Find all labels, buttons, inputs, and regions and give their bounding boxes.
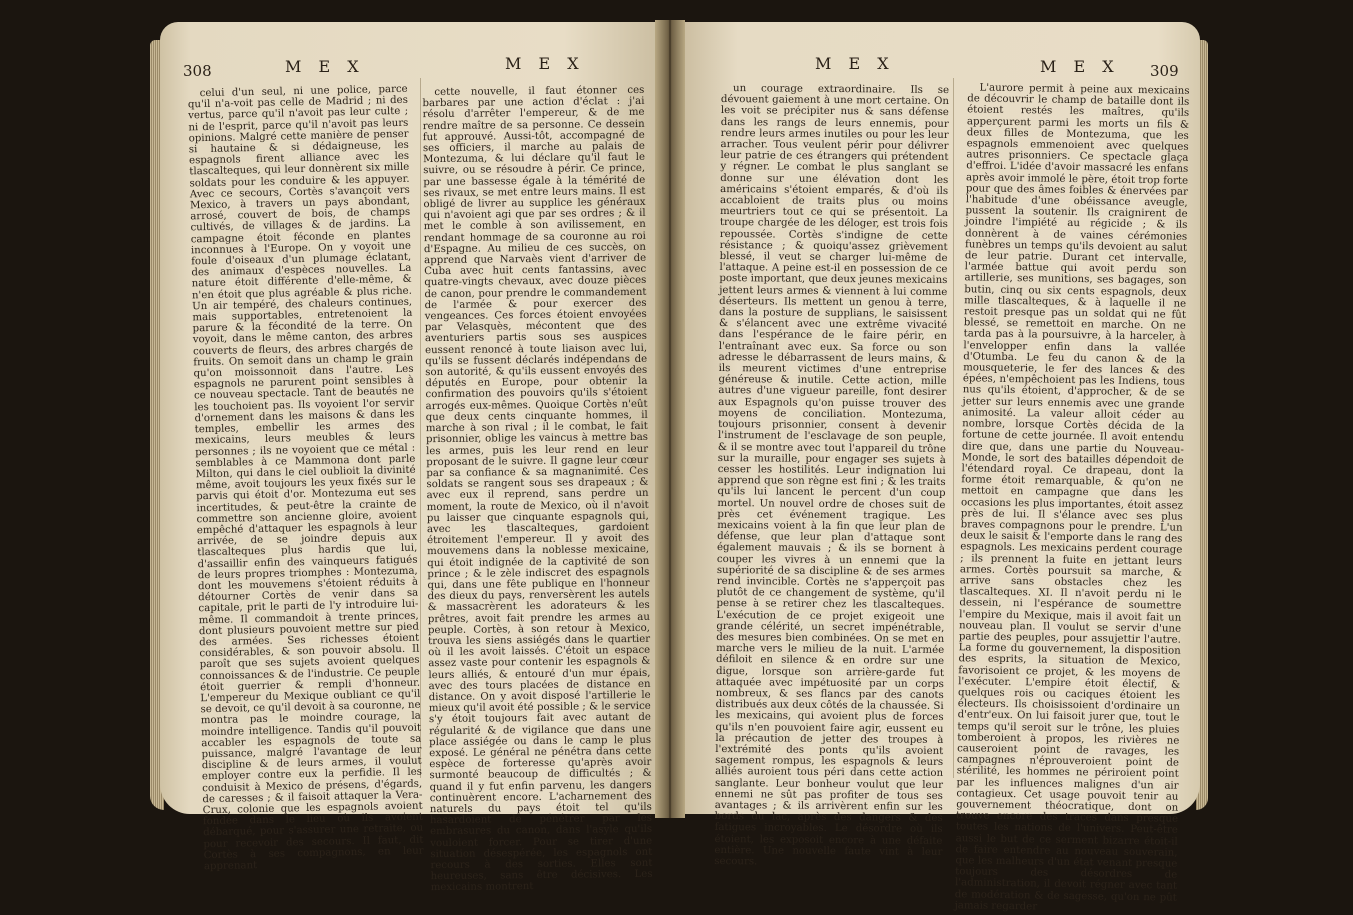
right-col2-text: L'aurore permit à peine aux mexicains de découvrir le champ de bataille dont ils étoient restés les maîtres, qu'ils apperçurent parmi les morts un fils & deux filles de Montezuma, que les espagnols emmenoient avec quelques autres prisonniers. Ce spectacle glaça d'effroi. L'idée d'avoir massacré les enfans après avoir immolé le père, étoit trop forte pour que des âmes foibles & énervées par l'habitude d'une obéissance aveugle, pussent la soutenir. Ils craignirent de joindre l'impiété au régicide ; & ils donnèrent à de vaines cérémonies funèbres un temps qu'ils devoient au salut de leur patrie. Durant cet intervalle, l'armée battue qui avoit perdu son artillerie, ses munitions, ses bagages, son butin, cinq ou six cents espagnols, deux mille tlascalteques, & à laquelle il ne restoit presque pas un soldat qui ne fût blessé, se remettoit en marche. On ne tarda pas à la poursuivre, à la harceler, à l'envelopper enfin dans la vallée d'Otumba. Le feu du canon & de la mousqueterie, le fer des lances & des épées, n'empêchoient pas les Indiens, tous nus qu'ils étoient, d'approcher, & de se jetter sur leurs ennemis avec une grande animosité. La valeur alloit céder au nombre, lorsque Cortès décida de la fortune de cette journée. Il avoit entendu dire que, dans une partie du Nouveau-Monde, le sort des batailles dépendoit de l'étendard royal. Ce drapeau, dont la forme étoit remarquable, & qu'on ne mettoit en campagne que dans les occasions les plus importantes, étoit assez près de lui. Il s'élance avec ses plus braves compagnons pour le prendre. L'un deux le saisit & l'emporte dans le rang des espagnols. Les mexicains perdent courage ; ils prennent la fuite en jettant leurs armes. Cortès poursuit sa marche, & arrive sans obstacles chez les tlascalteques. XI. Il n'avoit perdu ni le dessein, ni l'espérance de soumettre l'empire du Mexique, mais il avoit fait un nouveau plan. Il voulut se servir d'une partie des peuples, pour assujettir l'autre. La forme du gouvernement, la disposition des esprits, la situation de Mexico, favorisoient ce projet, & les moyens de l'exécuter. L'empire étoit électif, & quelques rois ou caciques étoient les électeurs. Ils choisissoient d'ordinaire un d'entr'eux. On lui faisoit jurer que, tout le temps qu'il seroit sur le trône, les pluies tomberoient à propos, les rivières ne causeroient point de ravages, les campagnes n'éprouveroient point de stérilité, les hommes ne périroient point par les influences malignes d'un air contagieux. Cet usage pouvoit tenir au gouvernement théocratique, dont on trouve encore des traces dans presque toutes les nations de l'univers. Peut-être aussi le but de ce serment bizarre étoit-il de faire entendre au nouveau souverain, que les malheurs d'un état venant presque toujours des désordres de l'administration, il devoit régner avec tant de modération & de sagesse, qu'on ne pût jamais regarder	[954, 82, 1190, 913]
left-page-column-2	[422, 84, 653, 894]
right-header-left: M E X	[815, 54, 895, 73]
right-col1-text: un courage extraordinaire. Ils se dévouent gaiement à une mort certaine. On les voit se précipiter nus & sans défense dans les rangs de leurs ennemis, pour rendre leurs armes inutiles ou pour les leur arracher. Tous veulent périr pour délivrer leur patrie de ces étrangers qui prétendent y régner. Le combat le plus sanglant se donne sur une élévation dont les américains s'étoient emparés, & d'où ils accabloient de traits plus ou moins meurtriers tout ce qui se présentoit. La troupe chargée de les déloger, est trois fois repoussée. Cortès s'indigne de cette résistance ; & quoiqu'assez grièvement blessé, il veut se charger lui-même de l'attaque. A peine est-il en possession de ce poste important, que deux jeunes mexicains jettent leurs armes & viennent à lui comme déserteurs. Ils mettent un genou à terre, dans la posture de supplians, le saisissent & s'élancent avec une extrême vivacité dans l'espérance de le faire périr, en l'entraînant avec eux. Sa force ou son adresse le débarrassent de leurs mains, & ils meurent victimes d'une entreprise généreuse & inutile. Cette action, mille autres d'une vigueur pareille, font desirer aux Espagnols qu'on puisse trouver des moyens de conciliation. Montezuma, toujours prisonnier, consent à devenir l'instrument de l'esclavage de son peuple, & il se montre avec tout l'appareil du trône sur la muraille, pour engager ses sujets à cesser les hostilités. Leur indignation lui apprend que son règne est fini ; & les traits qu'ils lui lancent le percent d'un coup mortel. Un nouvel ordre de choses suit de près cet événement tragique. Les mexicains voient à la fin que leur plan de défense, que leur plan d'attaque sont également mauvais ; & ils se bornent à couper les vivres à un ennemi que la supériorité de sa discipline & de ses armes rend invincible. Cortès ne s'apperçoit pas plutôt de ce changement de système, qu'il pense à se retirer chez les tlascalteques. L'exécution de ce projet exigeoit une grande célérité, un secret impénétrable, des mesures bien combinées. On se met en marche vers le milieu de la nuit. L'armée défiloit en silence & en ordre sur une digue, lorsque son arrière-garde fut attaquée avec impétuosité par un corps nombreux, & ses flancs par des canots distribués aux deux côtés de la chaussée. Si les mexicains, qui avoient plus de forces qu'ils n'en pouvoient faire agir, eussent eu la précaution de jetter des troupes à l'extrémité des ponts qu'ils avoient sagement rompus, les espagnols & leurs alliés auroient tous péri dans cette action sanglante. Leur bonheur voulut que leur ennemi ne sût pas profiter de tous ses avantages ; & ils arrivèrent enfin sur les bords du lac, après des dangers & des fatigues incroyables. Le désordre où ils étoient, les exposoit encore à une défaite entière. Une nouvelle faute vint à leur secours.	[714, 83, 950, 868]
left-page-number: 308	[183, 62, 212, 80]
left-page-column-1	[187, 83, 424, 873]
right-page-number: 309	[1150, 62, 1179, 80]
left-col2-text: cette nouvelle, il faut étonner ces barbares par une action d'éclat : j'ai résolu d'arrêter l'empereur, & de me rendre maître de sa personne. Ce dessein fut approuvé. Aussi-tôt, accompagné de ses officiers, il marche au palais de Montezuma, & lui déclare qu'il faut le suivre, ou se résoudre à périr. Ce prince, par une bassesse égale à la témérité de ses rivaux, se met entre leurs mains. Il est obligé de livrer au supplice les généraux qui n'avoient agi que par ses ordres ; & il met le comble à son avilissement, en rendant hommage de sa couronne au roi d'Espagne. Au milieu de ces succès, on apprend que Narvaès vient d'arriver de Cuba avec huit cents fantassins, avec quatre-vingts chevaux, avec douze pièces de canon, pour prendre le commandement de l'armée & pour exercer des vengeances. Ces forces étoient envoyées par Velasquès, mécontent que des aventuriers partis sous ses auspices eussent renoncé à toute liaison avec lui, qu'ils se fussent déclarés indépendans de son autorité, & qu'ils eussent envoyés des députés en Europe, pour obtenir la confirmation des pouvoirs qu'ils s'étoient arrogés eux-mêmes. Quoique Cortès n'eût que deux cents cinquante hommes, il marche à son rival ; il le combat, le fait prisonnier, oblige les vaincus à mettre bas les armes, puis les leur rend en leur proposant de le suivre. Il gagne leur cœur par sa confiance & sa magnanimité. Ces soldats se rangent sous ses drapeaux ; & avec eux il reprend, sans perdre un moment, la route de Mexico, où il n'avoit pu laisser que cinquante espagnols qui, avec les tlascalteques, gardoient étroitement l'empereur. Il y avoit des mouvemens dans la noblesse mexicaine, qui étoit indignée de la captivité de son prince ; & le zèle indiscret des espagnols qui, dans une fête publique en l'honneur des dieux du pays, renversèrent les autels & massacrèrent les adorateurs & les prêtres, avoit fait prendre les armes au peuple. Cortès, à son retour à Mexico, trouva les siens assiégés dans le quartier où il les avoit laissés. C'étoit un espace assez vaste pour contenir les espagnols & leurs alliés, & entouré d'un mur épais, avec des tours placées de distance en distance. On y avoit disposé l'artillerie le mieux qu'il avoit été possible ; & le service s'y étoit toujours fait avec autant de régularité & de vigilance que dans une place assiégée ou dans le camp le plus exposé. Le général ne pénétra dans cette espèce de forteresse qu'après avoir surmonté beaucoup de difficultés ; & quand il y fut enfin parvenu, les dangers continuèrent encore. L'acharnement des naturels du pays étoit tel qu'ils hasardoient de pénétrer par les embrasures du canon, dans l'asyle qu'ils vouloient forcer. Pour se tirer d'une situation désespérée, les espagnols ont recours à des sorties. Elles sont heureuses, sans être décisives. Les mexicains montrent	[422, 84, 653, 894]
left-header-left: M E X	[285, 57, 365, 76]
left-col1-text: celui d'un seul, ni une police, parce qu'il n'a-voit pas celle de Madrid ; ni des vertus, parce qu'il n'avoit pas leur culte ; ni de l'esprit, parce qu'il n'avoit pas leurs opinions. Malgré cette manière de penser si hautaine & si dédaigneuse, les espagnols firent alliance avec les tlascalteques, qui leur donnèrent six mille soldats pour les conduire & les appuyer. Avec ce secours, Cortès s'avançoit vers Mexico, à travers un pays abondant, arrosé, couvert de bois, de champs cultivés, de villages & de jardins. La campagne étoit féconde en plantes inconnues à l'Europe. On y voyoit une foule d'oiseaux d'un plumage éclatant, des animaux d'espèces nouvelles. La nature étoit différente d'elle-même, & n'en étoit que plus agréable & plus riche. Un air tempéré, des chaleurs continues, mais supportables, entretenoient la parure & la fécondité de la terre. On voyoit, dans le même canton, des arbres couverts de fleurs, des arbres chargés de fruits. On semoit dans un champ le grain qu'on moissonnoit dans l'autre. Les espagnols ne parurent point sensibles à ce nouveau spectacle. Tant de beautés ne les touchoient pas. Ils voyoient l'or servir d'ornement dans les maisons & dans les temples, embellir les armes des mexicains, leurs meubles & leurs personnes ; ils ne voyoient que ce métal : semblables à ce Mammona dont parle Milton, qui dans le ciel oublioit la divinité même, avoit toujours les yeux fixés sur le parvis qui étoit d'or. Montezuma eut ses incertitudes, & peut-être la crainte de commettre son ancienne gloire, avoient empêché d'attaquer les espagnols à leur arrivée, de se joindre depuis aux tlascalteques plus hardis que lui, d'assaillir enfin des vainqueurs fatigués de leurs propres triomphes : Montezuma, dont les mouvemens s'étoient réduits à détourner Cortès de venir dans sa capitale, prit le parti de l'y introduire lui-même. Il commandoit à trente princes, dont plusieurs pouvoient mettre sur pied des armées. Ses richesses étoient considérables, & son pouvoir absolu. Il paroît que ses sujets avoient quelques connoissances & de l'industrie. Ce peuple étoit guerrier & rempli d'honneur. L'empereur du Mexique oubliant ce qu'il se devoit, ce qu'il devoit à sa couronne, ne montra pas le moindre courage, la moindre intelligence. Tandis qu'il pouvoit accabler les espagnols de toute sa puissance, malgré l'avantage de leur discipline & de leurs armes, il voulut employer contre eux la perfidie. Il les conduisit à Mexico de présens, d'égards, de caresses ; & il faisoit attaquer la Vera-Crux, colonie que les espagnols avoient fondée dans le lieu où ils avoient débarqué, pour s'assurer une retraite, ou pour recevoir des secours. Il faut, dit Cortès à ses compagnons, en leur apprenant	[187, 83, 424, 873]
left-header-right: M E X	[505, 54, 585, 73]
right-page-column-2	[954, 82, 1190, 913]
left-column-rule	[420, 78, 421, 778]
right-page-column-1	[714, 83, 950, 868]
right-header-right: M E X	[1040, 57, 1120, 76]
book-gutter	[655, 20, 685, 818]
right-column-rule	[953, 78, 954, 778]
